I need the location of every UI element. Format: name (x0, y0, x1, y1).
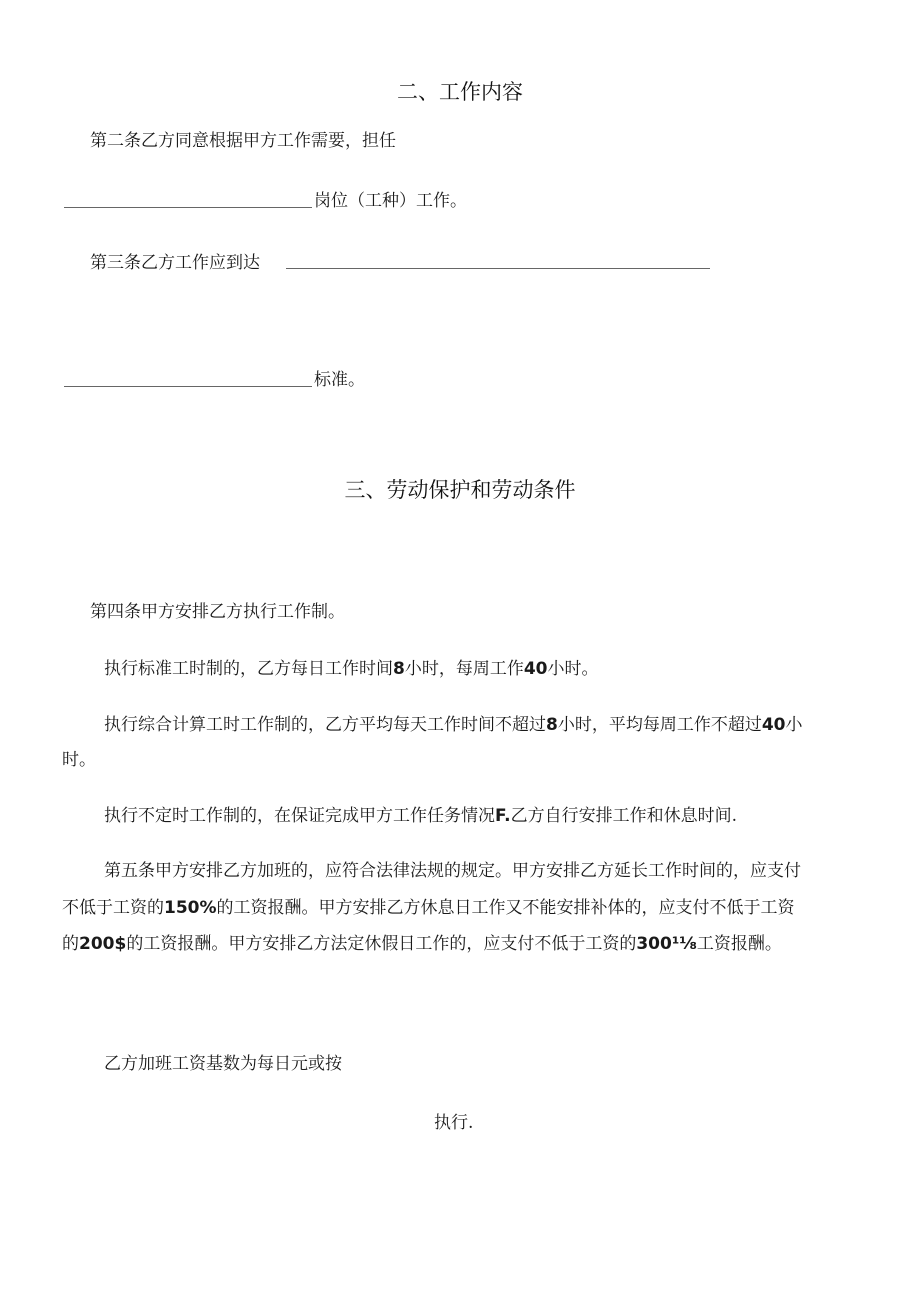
overtime-rate-150: 150% (164, 898, 217, 918)
flexible-text-2: 乙方自行安排工作和休息时间. (510, 806, 737, 826)
article-5-line-3-text-1: 的 (62, 934, 79, 954)
article-2-line-2: 岗位（工种）工作。 (314, 191, 467, 211)
comprehensive-text-1: 执行综合计算工时工作制的，乙方平均每天工作时间不超过 (104, 715, 546, 735)
article-5-line-2-text-1: 不低于工资的 (62, 898, 164, 918)
comprehensive-text-2: 小时，平均每周工作不超过 (557, 715, 762, 735)
execute-line: 执行. (434, 1113, 474, 1133)
standard-daily-hours: 8 (393, 659, 405, 679)
overtime-rate-200: 200$ (79, 934, 127, 954)
flexible-hours-clause (104, 804, 737, 828)
standard-hours-clause (104, 657, 599, 681)
standard-hours-text-1: 执行标准工时制的，乙方每日工作时间 (104, 659, 393, 679)
overtime-rate-300: 300¹⅛ (636, 934, 697, 954)
flexible-mark: F. (495, 806, 511, 826)
section-3-heading: 三、劳动保护和劳动条件 (344, 478, 576, 502)
article-5-line-3-text-3: 工资报酬。 (696, 934, 782, 954)
standard-weekly-hours: 40 (523, 659, 548, 679)
overtime-base-line: 乙方加班工资基数为每日元或按 (104, 1054, 342, 1074)
section-2-heading: 二、工作内容 (397, 80, 523, 104)
comprehensive-weekly-hours: 40 (761, 715, 786, 735)
standard-blank-line-1 (286, 268, 710, 269)
article-2-line-1: 第二条乙方同意根据甲方工作需要，担任 (90, 131, 396, 151)
standard-text: 标准。 (314, 370, 365, 390)
article-5-line-3 (62, 932, 782, 956)
article-5-line-3-text-2: 的工资报酬。甲方安排乙方法定休假日工作的，应支付不低于工资的 (126, 934, 637, 954)
comprehensive-hours-clause-wrap: 时。 (62, 750, 96, 770)
article-4: 第四条甲方安排乙方执行工作制。 (90, 602, 345, 622)
article-5-line-2-text-2: 的工资报酬。甲方安排乙方休息日工作又不能安排补体的，应支付不低于工资 (216, 898, 795, 918)
comprehensive-hours-clause (104, 713, 803, 737)
standard-blank-line-2 (64, 386, 312, 387)
comprehensive-text-3: 小 (785, 715, 803, 735)
article-5-line-2 (62, 896, 795, 920)
article-3-line: 第三条乙方工作应到达 (90, 253, 260, 273)
standard-hours-text-2: 小时，每周工作 (404, 659, 524, 679)
position-blank-line (64, 207, 312, 208)
comprehensive-daily-hours: 8 (546, 715, 558, 735)
flexible-text-1: 执行不定时工作制的，在保证完成甲方工作任务情况 (104, 806, 495, 826)
article-5-line-1: 第五条甲方安排乙方加班的，应符合法律法规的规定。甲方安排乙方延长工作时间的，应支付 (104, 861, 801, 881)
standard-hours-text-3: 小时。 (547, 659, 599, 679)
